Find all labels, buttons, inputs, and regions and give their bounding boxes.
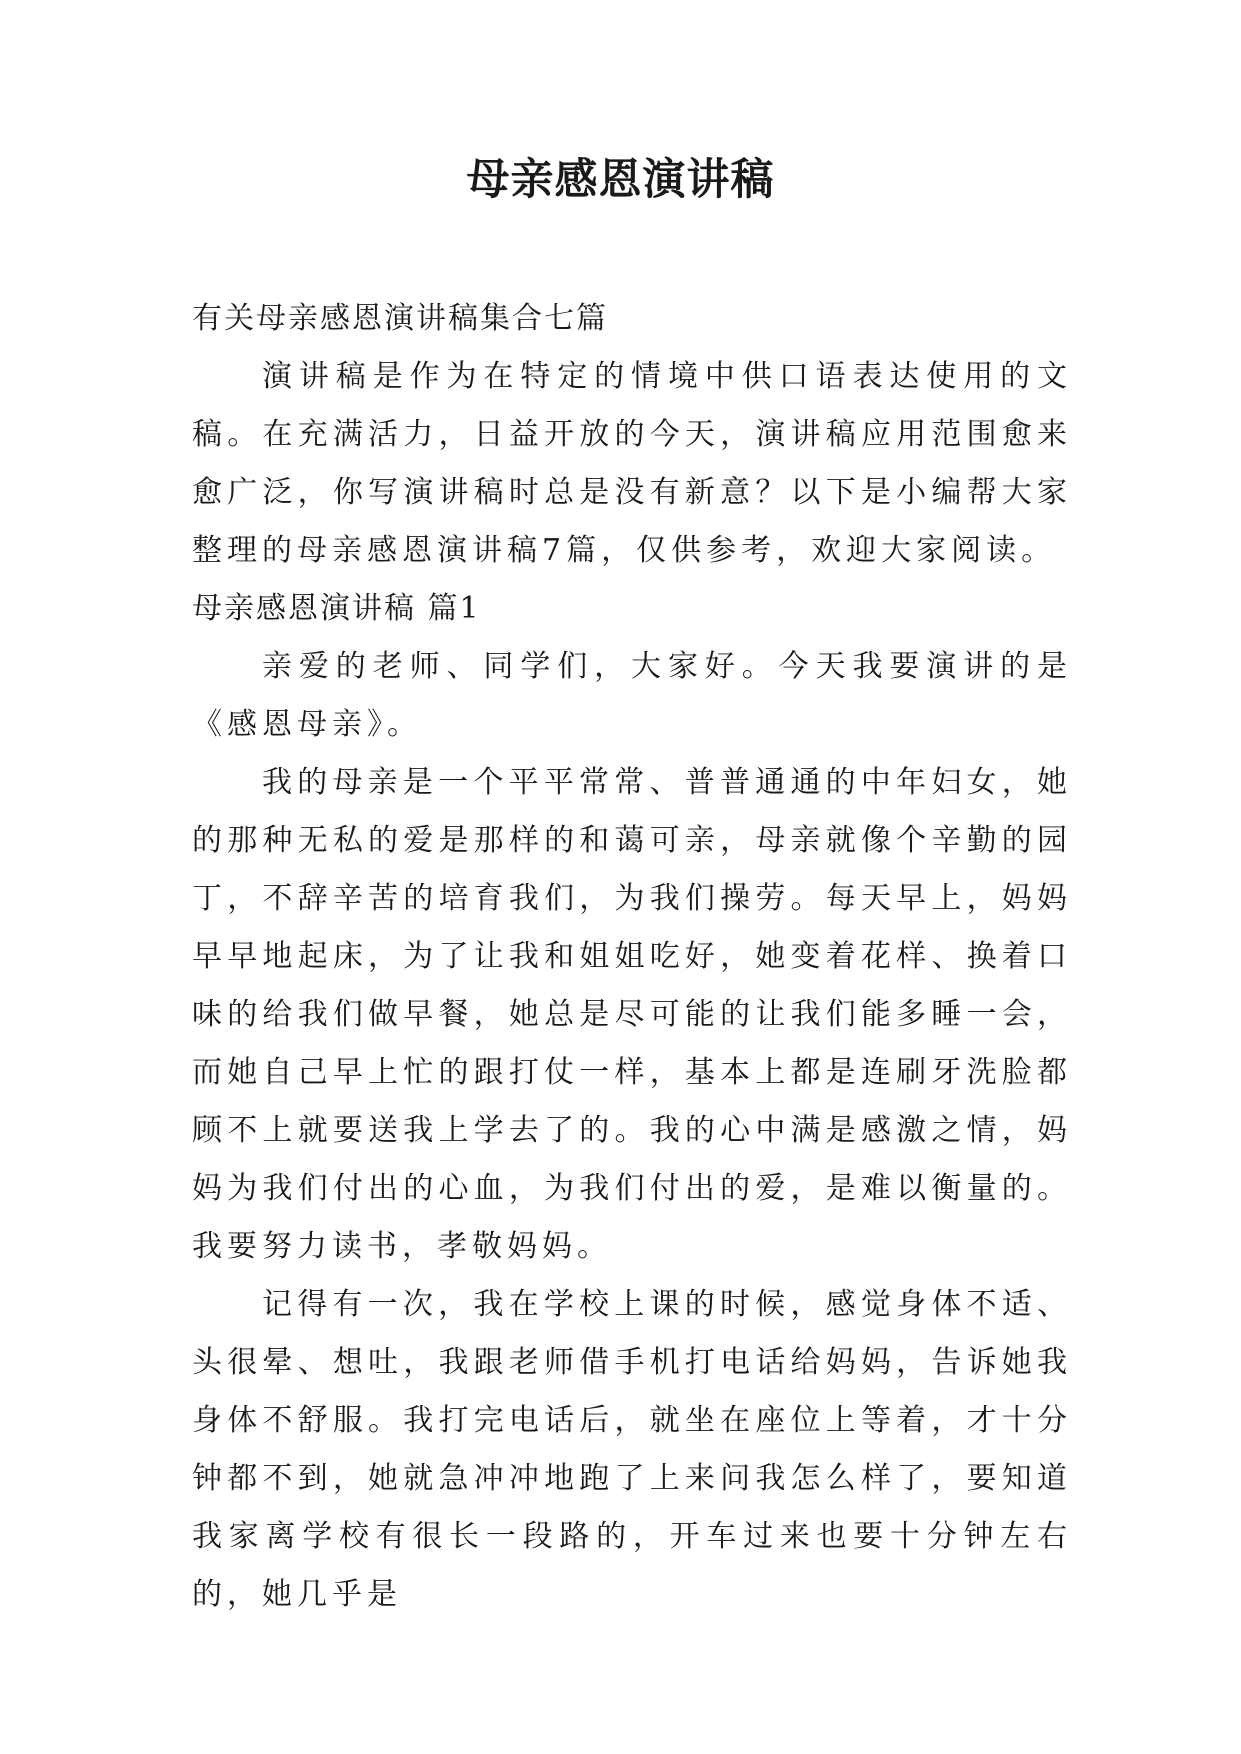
body-paragraph: 亲爱的老师、同学们，大家好。今天我要演讲的是《感恩母亲》。 (192, 649, 1072, 742)
document-body (192, 290, 1072, 1624)
intro-paragraph: 演讲稿是作为在特定的情境中供口语表达使用的文稿。在充满活力，日益开放的今天，演讲稿应用范围愈来愈广泛，你写演讲稿时总是没有新意？以下是小编帮大家整理的母亲感恩演讲稿7篇，仅供参考，欢迎大家阅读。 (192, 359, 1072, 568)
document-subtitle: 有关母亲感恩演讲稿集合七篇 (192, 301, 608, 336)
section-heading: 母亲感恩演讲稿 篇1 (192, 591, 481, 626)
body-paragraph: 我的母亲是一个平平常常、普普通通的中年妇女，她的那种无私的爱是那样的和蔼可亲，母亲就像个辛勤的园丁，不辞辛苦的培育我们，为我们操劳。每天早上，妈妈早早地起床，为了让我和姐姐吃好，她变着花样、换着口味的给我们做早餐，她总是尽可能的让我们能多睡一会，而她自己早上忙的跟打仗一样，基本上都是连刷牙洗脸都顾不上就要送我上学去了的。我的心中满是感激之情，妈妈为我们付出的心血，为我们付出的爱，是难以衡量的。我要努力读书，孝敬妈妈。 (192, 765, 1072, 1264)
document-title: 母亲感恩演讲稿 (466, 155, 775, 205)
body-paragraph: 记得有一次，我在学校上课的时候，感觉身体不适、头很晕、想吐，我跟老师借手机打电话给妈妈，告诉她我身体不舒服。我打完电话后，就坐在座位上等着，才十分钟都不到，她就急冲冲地跑了上来问我怎么样了，要知道我家离学校有很长一段路的，开车过来也要十分钟左右的，她几乎是 (192, 1287, 1072, 1612)
